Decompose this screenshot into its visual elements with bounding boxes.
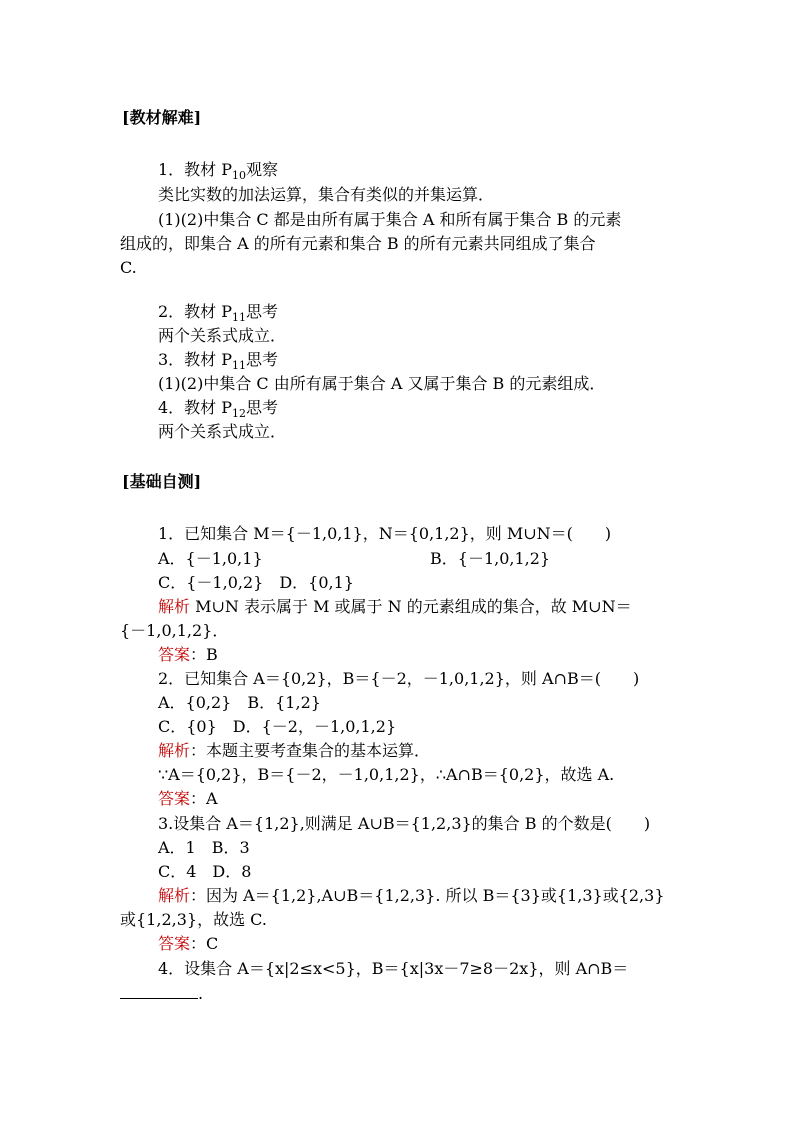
- q1-answer: 答案：B: [158, 645, 218, 664]
- analysis-label: 解析: [158, 741, 191, 760]
- question-3: 3.设集合 A＝{1,2},则满足 A∪B＝{1,2,3}的集合 B 的个数是( ): [158, 814, 651, 833]
- q1-analysis-cont: {－1,0,1,2}．: [120, 621, 229, 640]
- item-2-title: 2．教材 $P_{11}$思考: [158, 302, 279, 325]
- question-2: 2．已知集合 A＝{0,2}，B＝{－2，－1,0,1,2}，则 A∩B＝( ): [158, 669, 640, 688]
- paragraph: 组成的，即集合 A 的所有元素和集合 B 的所有元素共同组成了集合: [120, 234, 596, 253]
- q3-options-ab: A．1 B．3: [158, 838, 250, 857]
- q1-option-a: A．{－1,0,1}: [158, 549, 263, 568]
- question-1: 1．已知集合 M＝{－1,0,1}，N＝{0,1,2}，则 M∪N＝( ): [158, 524, 612, 543]
- answer-label: 答案: [158, 934, 191, 953]
- q2-analysis: 解析：本题主要考查集合的基本运算．: [158, 741, 431, 760]
- analysis-label: 解析: [158, 597, 191, 616]
- answer-blank: [120, 982, 198, 999]
- q1-option-b: B．{－1,0,1,2}: [430, 549, 551, 568]
- q2-answer: 答案：A: [158, 789, 218, 808]
- q2-options-cd: C．{0} D．{－2，－1,0,1,2}: [158, 717, 397, 736]
- q2-options-ab: A．{0,2} B．{1,2}: [158, 693, 321, 712]
- answer-label: 答案: [158, 789, 191, 808]
- paragraph: 两个关系式成立．: [158, 422, 287, 441]
- q2-analysis-cont: ∵A＝{0,2}，B＝{－2，－1,0,1,2}，∴A∩B＝{0,2}，故选 A.: [158, 765, 615, 784]
- q3-analysis: 解析：因为 A＝{1,2},A∪B＝{1,2,3}. 所以 B＝{3}或{1,3}或{2,3}: [158, 886, 665, 905]
- item-1-title: 1．教材 $P_{10}$观察: [158, 160, 279, 183]
- paragraph: (1)(2)中集合 C 由所有属于集合 A 又属于集合 B 的元素组成．: [158, 374, 606, 393]
- section-heading-selftest: [基础自测]: [122, 472, 202, 491]
- q3-options-cd: C．4 D．8: [158, 862, 252, 881]
- item-4-title: 4．教材 $P_{12}$思考: [158, 398, 279, 421]
- q3-analysis-cont: 或{1,2,3}，故选 C.: [120, 910, 267, 929]
- q3-answer: 答案：C: [158, 934, 219, 953]
- q1-options-cd: C．{－1,0,2} D．{0,1}: [158, 573, 354, 592]
- q1-analysis: 解析 M∪N 表示属于 M 或属于 N 的元素组成的集合，故 M∪N＝: [158, 597, 632, 616]
- paragraph: 类比实数的加法运算，集合有类似的并集运算．: [158, 185, 495, 204]
- paragraph: (1)(2)中集合 C 都是由所有属于集合 A 和所有属于集合 B 的元素: [158, 210, 622, 229]
- paragraph: 两个关系式成立．: [158, 326, 287, 345]
- paragraph: C.: [120, 258, 137, 277]
- item-3-title: 3．教材 $P_{11}$思考: [158, 350, 279, 373]
- q4-blank-line: .: [120, 982, 203, 1006]
- answer-label: 答案: [158, 645, 191, 664]
- question-4: 4．设集合 A＝{x|2≤x<5}，B＝{x|3x－7≥8－2x}，则 A∩B＝: [158, 959, 629, 978]
- analysis-label: 解析: [158, 886, 191, 905]
- section-heading-textbook: [教材解难]: [122, 108, 202, 127]
